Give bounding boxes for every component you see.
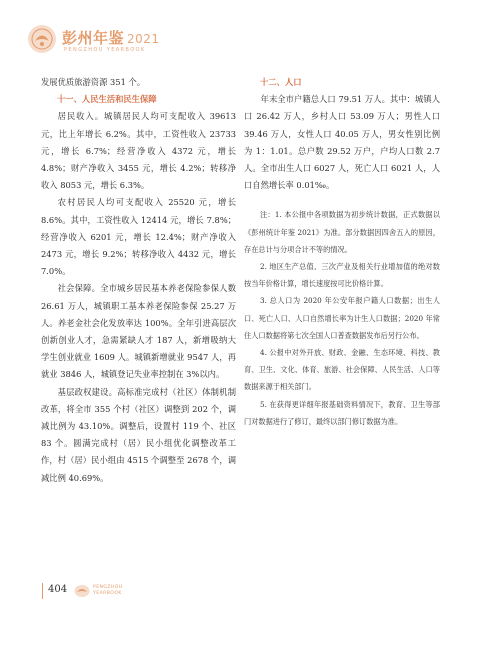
footer-brand-line2: YEARBOOK bbox=[93, 591, 122, 596]
page-footer bbox=[30, 580, 230, 604]
footer-brand bbox=[93, 585, 123, 597]
yearbook-emblem-icon bbox=[27, 24, 57, 54]
paragraph-grassroots: 基层政权建设。高标准完成村（社区）体制机制改革，将全市 355 个村（社区）调整到 202 个，调减比例为 43.10%。调整后，设置村 119 个、社区 83 个。圆满完成村（居）民小组优化调整改革工作，村（居）民小组由 4515 个调整至 2678 个，调减比例 40.69%。 bbox=[41, 386, 236, 483]
section-heading-livelihood: 十一、人民生活和民生保障 bbox=[57, 94, 157, 105]
footer-brand-line1: PENGZHOU bbox=[93, 585, 123, 590]
page-number: 404 bbox=[48, 584, 68, 595]
yearbook-title: 彭州年鉴 2021 bbox=[62, 29, 160, 47]
notes-block bbox=[244, 206, 440, 430]
paragraph-social-security: 社会保障。全市城乡居民基本养老保险参保人数 26.61 万人，城镇职工基本养老保险参保 25.27 万人。养老金社会化发放率达 100%。全年引进高层次创新创业人才，急需紧缺人才 187 人，新增吸纳大学生创业就业 1609 人。城镇新增就业 9547 人，再就业 3846 人，城镇登记失业率控制在 3%以内。 bbox=[41, 283, 236, 380]
right-column bbox=[244, 74, 440, 430]
note-item: 2. 地区生产总值、三次产业及相关行业增加值的绝对数按当年价格计算，增长速度按可比价格计算。 bbox=[244, 262, 440, 289]
paragraph-population: 年末全市户籍总人口 79.51 万人。其中：城镇人口 26.42 万人，乡村人口 53.09 万人；男性人口 39.46 万人，女性人口 40.05 万人，男女性别比例为 1：1.01。总户数 29.52 万户，户均人口数 2.7 人。全市出生人口 6027 人，死亡人口 6021 人，人口自然增长率 0.01‰。 bbox=[244, 94, 440, 191]
note-item: 3. 总人口为 2020 年公安年报户籍人口数据；出生人口、死亡人口、人口自然增长率为计生人口数据；2020 年常住人口数据将第七次全国人口普查数据发布后另行公布。 bbox=[244, 296, 440, 340]
section-heading-population: 十二、人口 bbox=[260, 77, 302, 87]
paragraph-urban-income: 居民收入。城镇居民人均可支配收入 39613 元，比上年增长 6.2%。其中，工资性收入 23733 元，增长 6.7%；经营净收入 4372 元，增长 4.8%；财产净收入 3455 元，增长 4.2%；转移净收入 8053 元，增长 6.3%。 bbox=[41, 111, 236, 191]
page-header bbox=[0, 0, 480, 58]
left-column bbox=[41, 74, 236, 487]
footer-divider bbox=[42, 583, 43, 599]
note-item: 4. 公报中对外开放、财政、金融、生态环境、科技、教育、卫生、文化、体育、旅游、社会保障、人民生活、人口等数据来源于相关部门。 bbox=[244, 348, 440, 392]
note-item: 5. 在获得更详细年报基础资料情况下，教育、卫生等部门对数据进行了修订，最终以部门修订数据为准。 bbox=[244, 399, 440, 426]
paragraph-tourism: 发展优质旅游资源 351 个。 bbox=[41, 77, 146, 87]
paragraph-rural-income: 农村居民人均可支配收入 25520 元，增长 8.6%。其中，工资性收入 12414 元，增长 7.8%；经营净收入 6201 元，增长 12.4%；财产净收入 2473 元，增长 9.2%；转移净收入 4432 元，增长 7.0%。 bbox=[41, 197, 236, 277]
yearbook-year: 2021 bbox=[127, 32, 160, 46]
note-item: 注：1. 本公报中各项数据为初步统计数据，正式数据以《彭州统计年鉴 2021》为准。部分数据因四舍五入的原因，存在总计与分项合计不等的情况。 bbox=[244, 210, 440, 254]
yearbook-subtitle: PENGZHOU YEARBOOK bbox=[64, 47, 146, 53]
yearbook-emblem-icon bbox=[74, 584, 90, 598]
